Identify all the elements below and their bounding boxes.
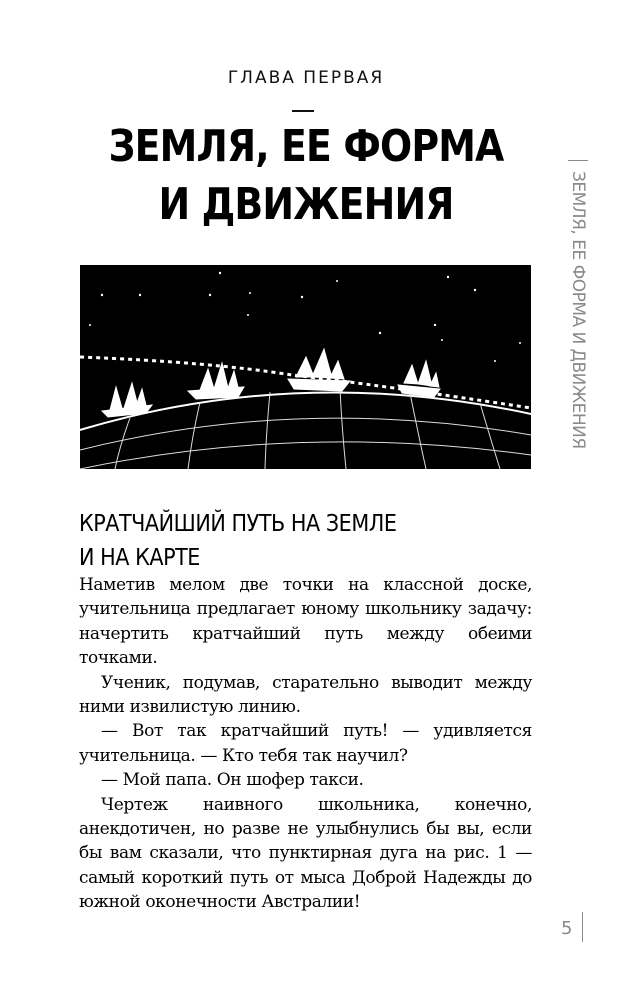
globe-with-sailing-ships-illustration <box>80 265 531 469</box>
chapter-label: ГЛАВА ПЕРВАЯ <box>227 68 385 88</box>
chapter-title-line-2: И ДВИЖЕНИЯ <box>158 179 454 230</box>
page-number: 5 <box>561 918 573 939</box>
running-title <box>560 160 590 450</box>
section-title <box>79 507 502 575</box>
body-text <box>79 573 532 915</box>
paragraph-5: Чертеж наивного школьника, конечно, анекдотичен, но разве не улыбнулись бы вы, если бы вам сказали, что пунктирная дуга на рис. 1 — самый короткий путь от мыса Доброй Надежды до южной оконечности Австралии! <box>79 794 532 913</box>
chapter-title <box>43 118 569 234</box>
paragraph-2: Ученик, подумав, старательно выводит между ними извилистую линию. <box>79 672 532 718</box>
chapter-dash <box>292 110 314 112</box>
section-title-line-2: И НА КАРТЕ <box>79 545 200 571</box>
running-title-text: ЗЕМЛЯ, ЕЕ ФОРМА И ДВИЖЕНИЯ <box>568 171 588 449</box>
running-title-bar <box>568 160 588 161</box>
chapter-title-line-1: ЗЕМЛЯ, ЕЕ ФОРМА <box>108 121 504 172</box>
paragraph-3: — Вот так кратчайший путь! — удивляется учительница. — Кто тебя так научил? <box>79 721 532 766</box>
paragraph-1: Наметив мелом две точки на классной доске, учительница предлагает юному школьнику задачу: начертить кратчайший путь между обеими точками. <box>79 575 532 669</box>
section-title-line-1: КРАТЧАЙШИЙ ПУТЬ НА ЗЕМЛЕ <box>79 511 397 537</box>
paragraph-4: — Мой папа. Он шофер такси. <box>101 770 364 791</box>
page-number-rule <box>582 912 583 942</box>
